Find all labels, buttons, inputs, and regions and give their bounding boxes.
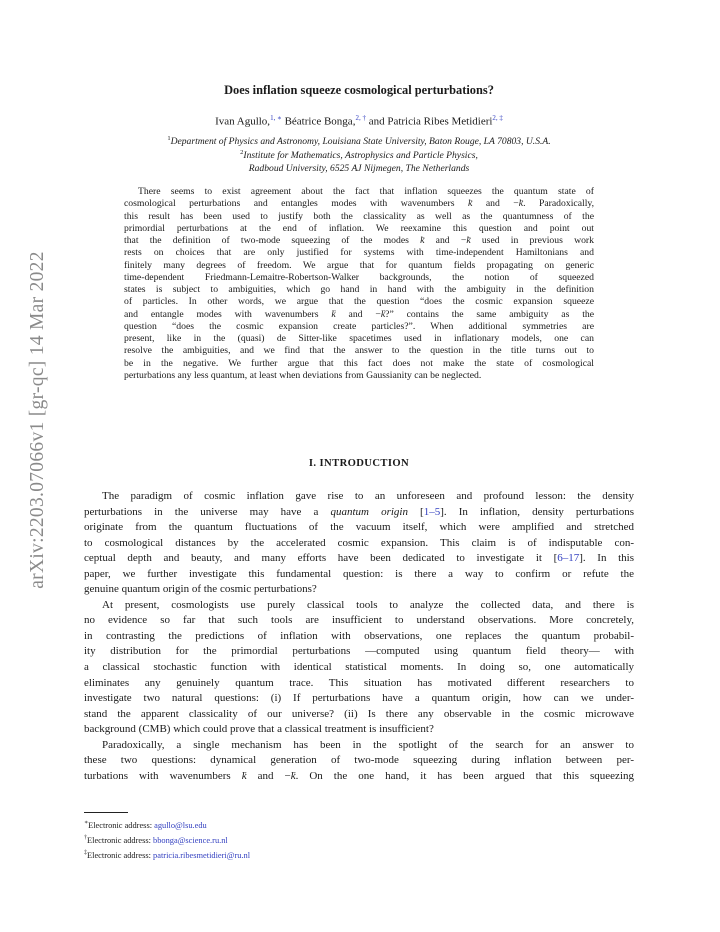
abstract-line: that the definition of two-mode squeezing of the modes → k and −→ k used in previous work [124,235,594,247]
abstract-line: finitely many degrees of freedom. We argue that for quantum fields propagating on generic [124,259,594,271]
abstract-line: this result has been used to justify both the classicality as well as the quantumness of the [124,210,594,222]
body-line: originate from the quantum fluctuations of the vacuum itself, which were amplified and stretched [84,521,634,534]
author-mark[interactable]: 1, ∗ [270,114,282,122]
body-line: Paradoxically, a single mechanism has been in the spotlight of the search for an answer to [102,738,634,751]
affiliation-text: Department of Physics and Astronomy, Louisiana State University, Baton Rouge, LA 70803, U.S.A. [170,136,551,148]
body-line: stand the apparent classicality of our universe? (ii) Is there any observable in the cosmic microwave [84,707,634,720]
abstract-line: states is subject to ambiguities, which go hand in hand with the ambiguity in the definition [124,284,594,295]
abstract-line: perturbations any less quantum, at least when deviations from Gaussianity can be neglected. [124,369,482,381]
abstract [124,186,594,382]
email-link[interactable]: patricia.ribesmetidieri@ru.nl [153,850,251,860]
body-line: perturbations in the universe may have a quantum origin [1–5]. In inflation, density perturbations [84,505,634,518]
body-line: no evidence so far that such tools are insufficient to understand observations. More concretely, [84,614,634,627]
vector-k: → k [331,309,335,321]
body-line: in contrasting the predictions of inflation with observations, one replaces the quantum probabil- [84,629,634,642]
abstract-line: rests on choices that are only justified for systems with time-independent Hamiltonians and [124,247,594,259]
affiliation-mark: 1 [167,135,171,142]
abstract-line: primordial perturbations at the end of inflation. We reexamine this question and point out [124,222,594,234]
emphasis: quantum origin [330,505,408,518]
body-line: investigate two natural questions: (i) If perturbations have a quantum origin, how can we under- [84,692,634,705]
author-name: Ivan Agullo, [215,115,271,128]
email-link[interactable]: agullo@lsu.edu [154,820,207,830]
footnote: †Electronic address: bbonga@science.ru.nl [84,835,228,845]
vector-k: → k [242,769,247,785]
body-line: background (CMB) which could prove that a classical treatment is insufficient? [84,723,434,736]
vector-k: → k [420,235,424,247]
body-line: these two questions: dynamical generation of two-mode squeezing during inflation between per- [84,754,634,767]
footnote-rule [84,812,128,813]
affiliation-text: Institute for Mathematics, Astrophysics and Particle Physics, [243,150,478,162]
arxiv-identifier: arXiv:2203.07066v1 [gr-qc] 14 Mar 2022 [27,251,48,589]
vector-k: → k [468,198,472,210]
section-heading: I. INTRODUCTION [308,458,410,469]
abstract-line: be in the negative. We further argue that this fact does not make the state of cosmological [124,357,594,369]
author-list [84,114,634,128]
vector-k: → k [519,198,523,210]
body-line: At present, cosmologists use purely classical tools to analyze the collected data, and there is [102,598,634,611]
body-line: ceptual depth and beauty, and many efforts have been dedicated to investigate it [6–17]. In this [84,552,634,565]
affiliation-2 [84,149,634,161]
paper-title: Does inflation squeeze cosmological perturbations? [224,83,494,97]
abstract-line: resolve the ambiguities, and we find that the answer to the question in the title turns out to [124,345,594,357]
vector-k: → k [291,769,296,785]
footnotes [84,817,634,862]
footnote: ∗Electronic address: agullo@lsu.edu [84,820,207,830]
vector-k: → k [466,235,470,247]
body-line: The paradigm of cosmic inflation gave rise to an unforeseen and profound lesson: the density [102,490,634,502]
vector-k: → k [381,309,385,321]
affiliation-mark: 2 [240,149,244,156]
affiliation-2-cont: Radboud University, 6525 AJ Nijmegen, The Netherlands [248,163,470,174]
author-name: Béatrice Bonga, [281,115,356,128]
abstract-line: There seems to exist agreement about the fact that inflation squeezes the quantum state of [138,186,594,197]
author-name: and Patricia Ribes Metidieri [365,115,493,128]
body-line: turbations with wavenumbers → k and −→ k. On the one hand, it has been argued that this squeezing [84,769,634,785]
abstract-line: and entangle modes with wavenumbers → k and −→ k?” contains the same ambiguity as the [124,309,594,321]
body-line: genuine quantum origin of the cosmic perturbations? [84,583,317,596]
abstract-line: present, like in the (quasi) de Sitter-like spacetimes used in inflationary models, one can [124,333,594,344]
body-line: ity distribution for the primordial perturbations —computed using quantum field theory— with [84,645,634,658]
email-link[interactable]: bbonga@science.ru.nl [153,835,228,845]
abstract-line: cosmological perturbations and entangles modes with wavenumbers → k and −→ k. Paradoxically, [124,198,594,210]
footnote: ‡Electronic address: patricia.ribesmetidieri@ru.nl [84,850,251,860]
author-mark[interactable]: 2, † [355,114,366,122]
body-text [84,489,634,784]
abstract-line: time-dependent Friedmann-Lemaitre-Robertson-Walker backgrounds, the notion of squeezed [124,271,594,283]
body-line: to cosmological distances by the accelerated cosmic expansion. This claim is of indisputable con- [84,536,634,549]
affiliation-1 [84,135,634,147]
body-line: eliminates any genuinely quantum trace. This situation has motivated different researchers to [84,676,634,689]
body-line: a classical stochastic function with identical statistical moments. In doing so, one automatically [84,661,634,674]
abstract-line: question “does the cosmic expansion create particles?”. When additional symmetries are [124,320,594,332]
abstract-line: of particles. In other words, we argue that the question “does the cosmic expansion squeeze [124,296,594,308]
citation-link[interactable]: 1–5 [423,505,441,518]
citation-link[interactable]: 6–17 [557,552,580,565]
author-mark[interactable]: 2, ‡ [492,114,503,122]
body-line: paper, we further investigate this fundamental question: is there a way to confirm or refute the [84,567,634,580]
